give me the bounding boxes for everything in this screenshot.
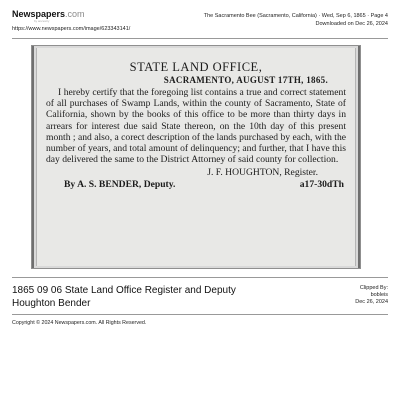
clipped-date: Dec 26, 2024	[355, 299, 388, 305]
source-line: The Sacramento Bee (Sacramento, California) · Wed, Sep 6, 1865 · Page 4	[203, 13, 388, 19]
article-signature: J. F. HOUGHTON, Register.	[207, 167, 318, 179]
logo-suffix-text: .com	[65, 9, 85, 19]
article-title: STATE LAND OFFICE,	[129, 60, 263, 74]
header-meta	[188, 12, 388, 28]
header-divider	[12, 38, 388, 39]
newspapers-logo[interactable]	[12, 9, 85, 19]
download-date: Downloaded on Dec 26, 2024	[315, 21, 388, 27]
clipping-article	[36, 48, 356, 266]
article-body: I hereby certify that the foregoing list contains a true and correct statement of all purchases of Swamp Lands, within the county of Sacramento, State of California, shown by the books of this office to be more than thirty days in arrears for interest due said State thereon, on the 10th day of this present month ; and also, a corect description of the lands purchased by each, with the number of years, and total amount of delinquency; and further, that I have this day delivered the same to the District Attorney of said county for collection.	[46, 87, 346, 166]
footer-divider	[12, 277, 388, 278]
article-dateline: SACRAMENTO, AUGUST 17TH, 1865.	[163, 75, 328, 85]
image-url[interactable]: https://www.newspapers.com/image/623343141/	[12, 26, 131, 32]
article-deputy-line	[46, 179, 346, 191]
clipping-left-edge	[32, 46, 34, 268]
logo-tagline: by ancestry	[34, 19, 50, 23]
clipping-right-edge	[358, 46, 360, 268]
clipped-by-user[interactable]: bobleis	[370, 292, 388, 298]
clipped-by-info	[308, 285, 388, 306]
ad-reference-code: a17-30dTh	[299, 179, 344, 191]
logo-main-text: Newspapers	[12, 9, 66, 19]
copyright-notice: Copyright © 2024 Newspapers.com. All Rights Reserved.	[12, 320, 147, 326]
deputy-signature: By A. S. BENDER, Deputy.	[64, 179, 176, 191]
newspaper-clipping	[31, 45, 361, 269]
clipping-caption: 1865 09 06 State Land Office Register and Deputy Houghton Bender	[12, 285, 236, 309]
clipped-by-label: Clipped By:	[359, 285, 388, 291]
copyright-divider	[12, 314, 388, 315]
